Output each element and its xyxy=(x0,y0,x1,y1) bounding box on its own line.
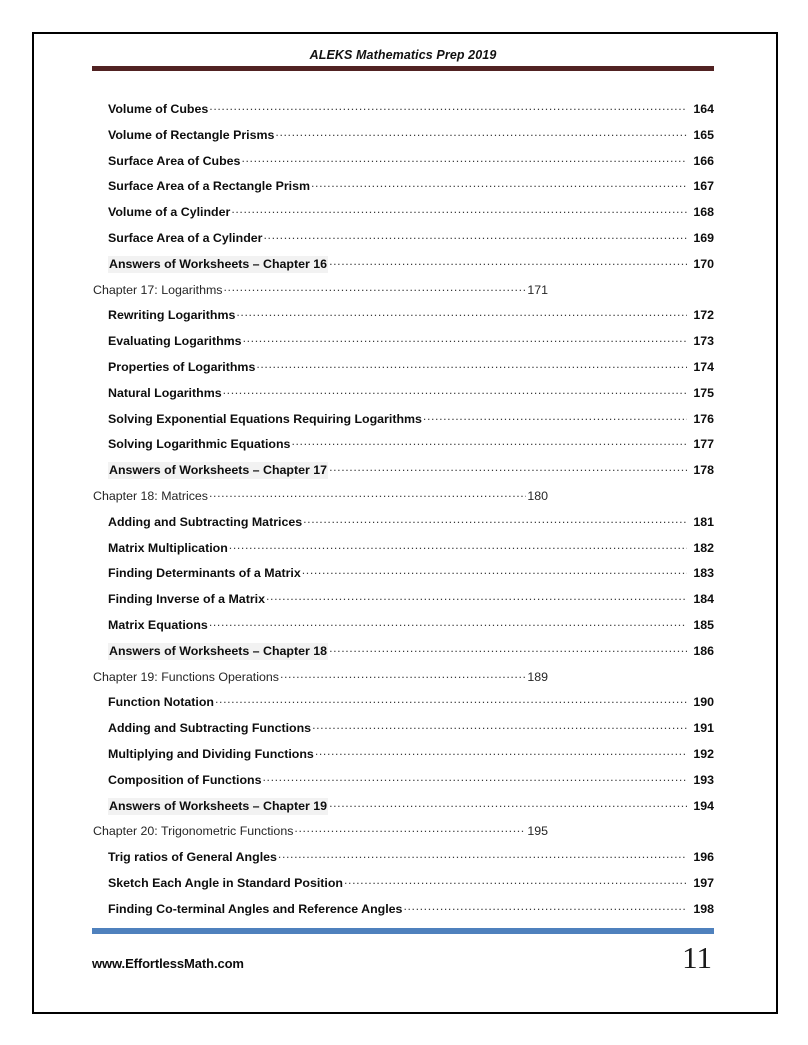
dot-leader xyxy=(403,897,687,913)
toc-page-number: 194 xyxy=(693,798,714,813)
toc-page-number: 165 xyxy=(693,127,714,142)
website-link[interactable]: www.EffortlessMath.com xyxy=(92,956,244,971)
toc-entry-row[interactable] xyxy=(92,716,714,742)
toc-label: Multiplying and Dividing Functions xyxy=(108,746,314,761)
dot-leader xyxy=(312,716,687,732)
page-content xyxy=(92,45,714,1005)
toc-label: Surface Area of Cubes xyxy=(108,153,241,168)
table-of-contents xyxy=(92,97,714,923)
toc-label: Volume of Cubes xyxy=(108,102,209,116)
toc-label: Rewriting Logarithms xyxy=(108,308,236,323)
toc-entry-row[interactable] xyxy=(92,355,714,381)
book-title: ALEKS Mathematics Prep 2019 xyxy=(309,48,497,62)
toc-entry-row[interactable] xyxy=(92,303,714,329)
toc-page-number: 174 xyxy=(693,359,714,374)
toc-page-number: 170 xyxy=(693,256,714,271)
toc-label: Matrix Equations xyxy=(108,617,208,632)
dot-leader xyxy=(241,149,687,165)
toc-page-number: 184 xyxy=(693,592,714,607)
toc-page-number: 195 xyxy=(527,824,548,839)
toc-label: Evaluating Logarithms xyxy=(108,334,242,349)
toc-label: Finding Determinants of a Matrix xyxy=(108,566,301,581)
dot-leader xyxy=(329,639,687,655)
toc-label: Volume of Rectangle Prisms xyxy=(108,127,275,142)
dot-leader xyxy=(209,97,687,113)
toc-entry-row[interactable] xyxy=(92,690,714,716)
dot-leader xyxy=(209,613,687,629)
toc-page-number: 178 xyxy=(693,463,714,478)
toc-page-number: 167 xyxy=(693,179,714,194)
toc-entry-row[interactable] xyxy=(92,587,714,613)
dot-leader xyxy=(275,123,687,139)
toc-page-number: 168 xyxy=(693,205,714,220)
toc-chapter-row[interactable] xyxy=(92,665,714,691)
toc-page-number: 189 xyxy=(527,669,548,684)
toc-entry-row[interactable] xyxy=(92,768,714,794)
toc-page-number: 182 xyxy=(693,540,714,555)
toc-page-number: 175 xyxy=(693,385,714,400)
dot-leader xyxy=(423,407,687,423)
toc-label: Trig ratios of General Angles xyxy=(108,850,277,865)
toc-label: Volume of a Cylinder xyxy=(108,205,231,220)
toc-page-number: 173 xyxy=(693,334,714,349)
toc-label: Chapter 20: Trigonometric Functions xyxy=(93,824,294,839)
dot-leader xyxy=(209,484,526,500)
dot-leader xyxy=(256,355,687,371)
toc-entry-row[interactable] xyxy=(92,536,714,562)
toc-label: Function Notation xyxy=(108,695,214,710)
toc-entry-row[interactable] xyxy=(92,200,714,226)
footer-rule xyxy=(92,928,714,934)
dot-leader xyxy=(263,226,687,242)
toc-label: Matrix Multiplication xyxy=(108,540,228,555)
toc-entry-row[interactable] xyxy=(92,871,714,897)
page-number: 11 xyxy=(682,939,712,975)
toc-chapter-line xyxy=(93,665,548,684)
dot-leader xyxy=(315,742,687,758)
dot-leader xyxy=(294,819,526,835)
toc-label: Chapter 18: Matrices xyxy=(93,488,209,503)
toc-label: Solving Exponential Equations Requiring Logarithms xyxy=(108,411,422,426)
toc-entry-row[interactable] xyxy=(92,794,714,820)
toc-entry-row[interactable] xyxy=(92,613,714,639)
toc-label: Chapter 19: Functions Operations xyxy=(93,669,279,684)
toc-label: Finding Co-terminal Angles and Reference Angles xyxy=(108,901,403,916)
dot-leader xyxy=(263,768,688,784)
dot-leader xyxy=(291,432,687,448)
toc-entry-row[interactable] xyxy=(92,845,714,871)
toc-entry-row[interactable] xyxy=(92,897,714,923)
toc-entry-row[interactable] xyxy=(92,226,714,252)
toc-page-number: 172 xyxy=(693,308,714,323)
toc-entry-row[interactable] xyxy=(92,97,714,123)
dot-leader xyxy=(329,794,687,810)
dot-leader xyxy=(243,329,687,345)
toc-page-number: 169 xyxy=(693,230,714,245)
toc-page-number: 191 xyxy=(693,721,714,736)
toc-page-number: 164 xyxy=(693,102,714,116)
toc-entry-row[interactable] xyxy=(92,742,714,768)
toc-page-number: 176 xyxy=(693,411,714,426)
toc-entry-row[interactable] xyxy=(92,432,714,458)
dot-leader xyxy=(224,278,527,294)
toc-entry-row[interactable] xyxy=(92,381,714,407)
toc-page-number: 192 xyxy=(693,746,714,761)
header-rule xyxy=(92,66,714,71)
page-border xyxy=(32,32,778,1014)
toc-label: Chapter 17: Logarithms xyxy=(93,282,223,297)
page-footer xyxy=(92,928,714,975)
toc-chapter-row[interactable] xyxy=(92,484,714,510)
toc-entry-row[interactable] xyxy=(92,252,714,278)
toc-label: Answers of Worksheets – Chapter 19 xyxy=(109,798,328,813)
dot-leader xyxy=(236,303,687,319)
toc-label: Natural Logarithms xyxy=(108,385,222,400)
toc-entry-row[interactable] xyxy=(92,123,714,149)
dot-leader xyxy=(344,871,687,887)
toc-label: Composition of Functions xyxy=(108,772,262,787)
dot-leader xyxy=(223,381,687,397)
toc-page-number: 186 xyxy=(693,643,714,658)
toc-chapter-line xyxy=(93,819,548,838)
toc-label: Answers of Worksheets – Chapter 18 xyxy=(109,643,328,658)
dot-leader xyxy=(329,252,687,268)
dot-leader xyxy=(311,174,687,190)
toc-label: Properties of Logarithms xyxy=(108,359,256,374)
dot-leader xyxy=(280,665,526,681)
toc-label: Adding and Subtracting Functions xyxy=(108,721,312,736)
toc-entry-row[interactable] xyxy=(92,639,714,665)
toc-entry-row[interactable] xyxy=(92,149,714,175)
toc-page-number: 185 xyxy=(693,617,714,632)
toc-page-number: 193 xyxy=(693,772,714,787)
toc-label: Sketch Each Angle in Standard Position xyxy=(108,875,344,890)
toc-entry-row[interactable] xyxy=(92,458,714,484)
dot-leader xyxy=(329,458,687,474)
toc-page-number: 190 xyxy=(693,695,714,710)
toc-entry-row[interactable] xyxy=(92,407,714,433)
dot-leader xyxy=(215,690,687,706)
dot-leader xyxy=(231,200,687,216)
toc-chapter-line xyxy=(93,278,548,297)
toc-label: Answers of Worksheets – Chapter 17 xyxy=(109,463,328,478)
dot-leader xyxy=(278,845,687,861)
toc-page-number: 183 xyxy=(693,566,714,581)
toc-entry-row[interactable] xyxy=(92,561,714,587)
toc-label: Surface Area of a Cylinder xyxy=(108,230,263,245)
running-header xyxy=(92,45,714,81)
toc-chapter-line xyxy=(93,484,548,503)
toc-entry-row[interactable] xyxy=(92,174,714,200)
toc-page-number: 181 xyxy=(693,514,714,529)
toc-page-number: 197 xyxy=(693,875,714,890)
toc-label: Solving Logarithmic Equations xyxy=(108,437,291,452)
toc-page-number: 198 xyxy=(693,901,714,916)
toc-label: Answers of Worksheets – Chapter 16 xyxy=(109,256,328,271)
toc-label: Surface Area of a Rectangle Prism xyxy=(108,179,311,194)
dot-leader xyxy=(266,587,687,603)
toc-page-number: 196 xyxy=(693,850,714,865)
toc-page-number: 166 xyxy=(693,153,714,168)
dot-leader xyxy=(229,536,687,552)
toc-label: Finding Inverse of a Matrix xyxy=(108,592,265,607)
toc-entry-row[interactable] xyxy=(92,510,714,536)
toc-page-number: 171 xyxy=(527,282,548,297)
dot-leader xyxy=(303,510,687,526)
toc-chapter-row[interactable] xyxy=(92,819,714,845)
dot-leader xyxy=(302,561,687,577)
toc-chapter-row[interactable] xyxy=(92,278,714,304)
toc-page-number: 177 xyxy=(693,437,714,452)
toc-page-number: 180 xyxy=(527,488,548,503)
toc-label: Adding and Subtracting Matrices xyxy=(108,514,303,529)
toc-entry-row[interactable] xyxy=(92,329,714,355)
footer-row xyxy=(92,939,714,975)
